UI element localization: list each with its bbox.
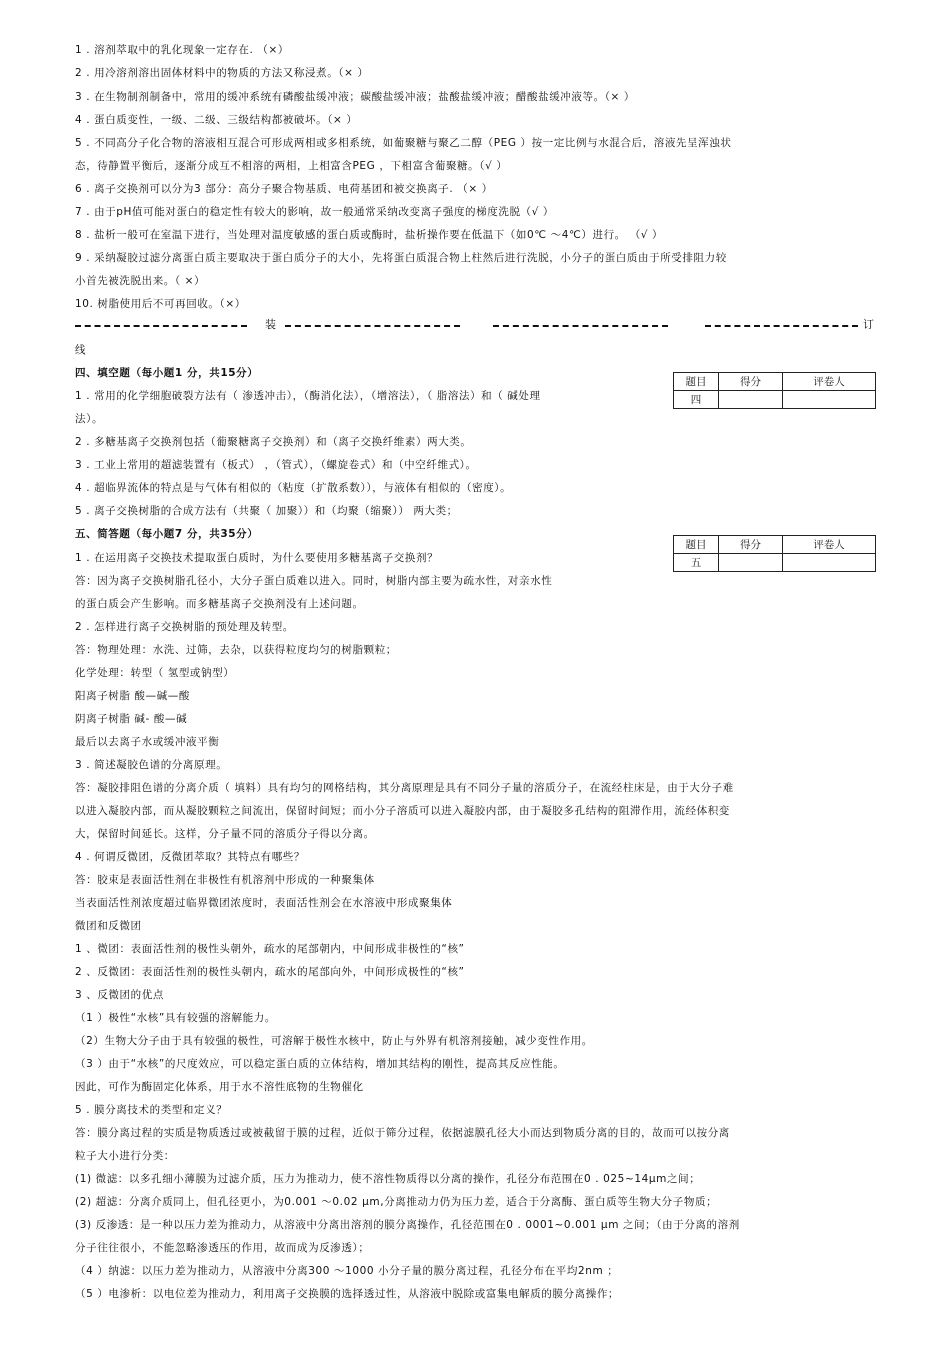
judge-item-10: 10. 树脂使用后不可再回收。（×） [75,298,246,310]
cut-dash-1 [75,325,247,327]
short-line: 4 . 何谓反微团，反微团萃取？其特点有哪些？ [75,851,305,863]
score-head-score: 得分 [719,536,783,554]
cut-mark-ding: 订 [863,318,874,331]
score-score-cell[interactable] [719,554,783,572]
score-score-cell[interactable] [719,391,783,409]
short-line: （5 ）电渗析：以电位差为推动力，利用离子交换膜的选择透过性，从溶液中脱除或富集电解质的膜分离操作； [75,1288,620,1300]
judge-item-4: 4 . 蛋白质变性，一级、二级、三级结构都被破坏。（× ） [75,114,358,126]
cut-mark-xian: 线 [75,344,87,356]
score-head-grader: 评卷人 [783,536,876,554]
score-head-item: 题目 [674,536,719,554]
short-line: 粒子大小进行分类： [75,1150,175,1162]
short-line: 答：胶束是表面活性剂在非极性有机溶剂中形成的一种聚集体 [75,874,375,886]
short-line: 3 . 简述凝胶色谱的分离原理。 [75,759,228,771]
short-line: 答：因为离子交换树脂孔径小，大分子蛋白质难以进入。同时，树脂内部主要为疏水性，对亲水性 [75,575,553,587]
short-line: 3 、反微团的优点 [75,989,164,1001]
short-line: 大，保留时间延长。这样，分子量不同的溶质分子得以分离。 [75,828,375,840]
fill-item-4: 4 . 超临界流体的特点是与气体有相似的（粘度（扩散系数）），与液体有相似的（密度）。 [75,482,512,494]
short-line: 阴离子树脂 碱- 酸—碱 [75,713,188,725]
fill-item-2: 2 . 多糖基离子交换剂包括（葡聚糖离子交换剂）和（离子交换纤维素）两大类。 [75,436,472,448]
cut-dash-3 [493,325,668,327]
short-line: 答：物理处理：水洗、过筛，去杂，以获得粒度均匀的树脂颗粒； [75,644,397,656]
judge-item-2: 2 . 用冷溶剂溶出固体材料中的物质的方法又称浸煮。（× ） [75,67,369,79]
short-line: 以进入凝胶内部，而从凝胶颗粒之间流出，保留时间短；而小分子溶质可以进入凝胶内部，由于凝胶多孔结构的阻滞作用，流经体积变 [75,805,730,817]
score-grader-cell[interactable] [783,554,876,572]
short-line: 微团和反微团 [75,920,142,932]
score-head-item: 题目 [674,373,719,391]
fill-section-header: 四、填空题（每小题1 分，共15分） [75,367,259,379]
short-line: (3) 反渗透：是一种以压力差为推动力，从溶液中分离出溶剂的膜分离操作，孔径范围在0 . 0001~0.001 μm 之间；（由于分离的溶剂 [75,1219,740,1231]
judge-item-7: 7 . 由于pH值可能对蛋白的稳定性有较大的影响，故一般通常采纳改变离子强度的梯度洗脱（√ ） [75,206,554,218]
fill-item-1b: 法）。 [75,413,104,425]
score-table-five [673,535,876,572]
cut-dash-2 [285,325,460,327]
binding-cut-line [75,315,880,335]
short-line: （2）生物大分子由于具有较强的极性，可溶解于极性水核中，防止与外界有机溶剂接触，减少变性作用。 [75,1035,593,1047]
short-line: (2) 超滤：分离介质同上，但孔径更小，为0.001 ～0.02 μm,分离推动力仍为压力差，适合于分离酶、蛋白质等生物大分子物质； [75,1196,718,1208]
cut-mark-zhuang: 装 [265,318,276,331]
judge-item-9a: 9 . 采纳凝胶过滤分离蛋白质主要取决于蛋白质分子的大小，先将蛋白质混合物上柱然后进行洗脱，小分子的蛋白质由于所受排阻力较 [75,252,727,264]
short-line: 分子往往很小，不能忽略渗透压的作用，故而成为反渗透）； [75,1242,370,1254]
judge-item-9b: 小首先被洗脱出来。（ ×） [75,275,206,287]
score-grader-cell[interactable] [783,391,876,409]
score-table-four [673,372,876,409]
short-section-header: 五、简答题（每小题7 分，共35分） [75,528,259,540]
short-line: 最后以去离子水或缓冲液平衡 [75,736,220,748]
score-head-score: 得分 [719,373,783,391]
short-line: (1) 微滤：以多孔细小薄膜为过滤介质，压力为推动力，使不溶性物质得以分离的操作，孔径分布范围在0 . 025~14μm之间； [75,1173,701,1185]
short-line: 1 . 在运用离子交换技术提取蛋白质时，为什么要使用多糖基离子交换剂？ [75,552,439,564]
judge-item-3: 3 . 在生物制剂制备中，常用的缓冲系统有磷酸盐缓冲液；碳酸盐缓冲液；盐酸盐缓冲液；醋酸盐缓冲液等。（× ） [75,91,635,103]
short-line: 答：凝胶排阻色谱的分离介质（ 填料）具有均匀的网格结构，其分离原理是具有不同分子量的溶质分子，在流经柱床是，由于大分子难 [75,782,734,794]
score-item-value: 五 [674,554,719,572]
judge-item-6: 6 . 离子交换剂可以分为3 部分：高分子聚合物基质、电荷基团和被交换离子. （× ） [75,183,493,195]
fill-item-5: 5 . 离子交换树脂的合成方法有（共聚（ 加聚））和（均聚（缩聚）） 两大类； [75,505,458,517]
cut-dash-4 [705,325,858,327]
short-line: 2 . 怎样进行离子交换树脂的预处理及转型。 [75,621,294,633]
judge-item-5b: 态，待静置平衡后，逐渐分成互不相溶的两相，上相富含PEG ，下相富含葡聚糖。（√ ） [75,160,508,172]
short-line: 1 、微团：表面活性剂的极性头朝外，疏水的尾部朝内，中间形成非极性的“核” [75,943,465,955]
judge-item-8: 8 . 盐析一般可在室温下进行，当处理对温度敏感的蛋白质或酶时，盐析操作要在低温下（如0℃ ～4℃）进行。 （√ ） [75,229,664,241]
fill-item-3: 3 . 工业上常用的超滤装置有（板式） ，（管式），（螺旋卷式）和（中空纤维式）。 [75,459,477,471]
judge-item-5a: 5 . 不同高分子化合物的溶液相互混合可形成两相或多相系统，如葡聚糖与聚乙二醇（PEG ）按一定比例与水混合后，溶液先呈浑浊状 [75,137,732,149]
short-line: 答：膜分离过程的实质是物质透过或被截留于膜的过程，近似于筛分过程，依据滤膜孔径大小而达到物质分离的目的，故而可以按分离 [75,1127,730,1139]
short-line: 的蛋白质会产生影响。而多糖基离子交换剂没有上述问题。 [75,598,364,610]
short-line: （1 ）极性“水核”具有较强的溶解能力。 [75,1012,276,1024]
short-line: 5 . 膜分离技术的类型和定义？ [75,1104,228,1116]
short-line: （4 ）纳滤：以压力差为推动力，从溶液中分离300 ～1000 小分子量的膜分离过程，孔径分布在平均2nm ； [75,1265,619,1277]
score-item-value: 四 [674,391,719,409]
short-line: 阳离子树脂 酸—碱—酸 [75,690,190,702]
short-line: （3 ）由于“水核”的尺度效应，可以稳定蛋白质的立体结构，增加其结构的刚性，提高其反应性能。 [75,1058,565,1070]
short-line: 化学处理：转型（ 氢型或钠型） [75,667,235,679]
score-head-grader: 评卷人 [783,373,876,391]
short-line: 2 、反微团：表面活性剂的极性头朝内，疏水的尾部向外，中间形成极性的“核” [75,966,465,978]
short-line: 因此，可作为酶固定化体系，用于水不溶性底物的生物催化 [75,1081,364,1093]
fill-item-1a: 1 . 常用的化学细胞破裂方法有（ 渗透冲击），（酶消化法），（增溶法），（ 脂溶法）和（ 碱处理 [75,390,541,402]
short-line: 当表面活性剂浓度超过临界微团浓度时，表面活性剂会在水溶液中形成聚集体 [75,897,453,909]
judge-item-1: 1 . 溶剂萃取中的乳化现象一定存在. （×） [75,44,289,56]
